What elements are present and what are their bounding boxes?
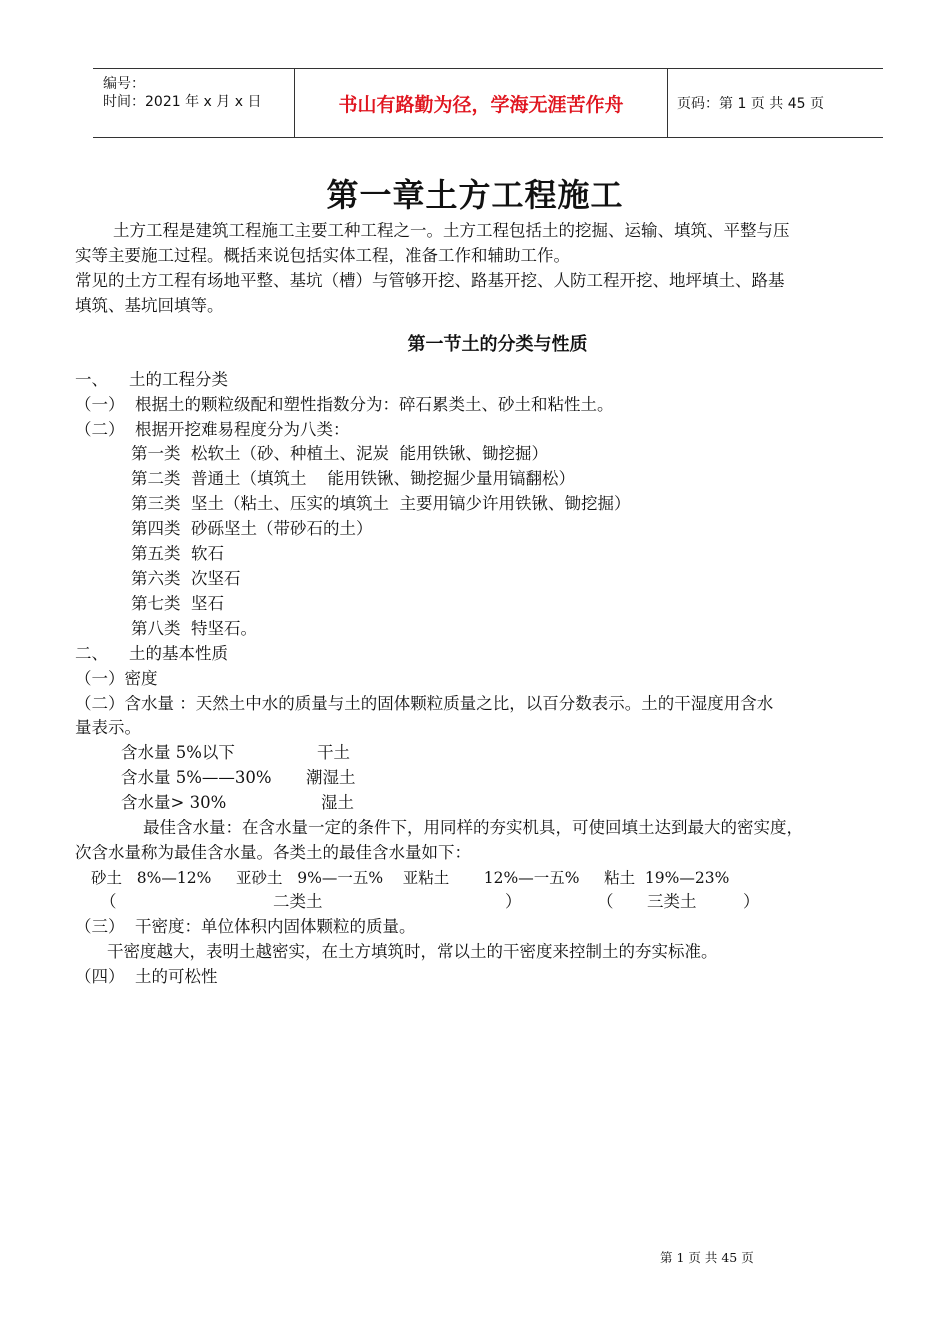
paragraph: 次含水量称为最佳含水量。各类土的最佳含水量如下： [75,843,471,862]
header-divider [667,69,668,137]
serial-label: 编号： [103,76,145,92]
heading-2: 二、 土的基本性质 [75,644,228,663]
paren: ） [505,892,522,911]
soil-class-item: 第五类 软石 [131,544,224,563]
soil-class-item: 第二类 普通土（填筑土 能用铁锹、锄挖掘少量用镐翻松） [131,469,575,488]
intro-line: 实等主要施工过程。概括来说包括实体工程，准备工作和辅助工作。 [75,246,570,265]
paren: （ [597,892,614,911]
header-motto: 书山有路勤为径，学海无涯苦作舟 [338,93,624,116]
soil-class-label: 二类土 [273,892,323,911]
moisture-state: 干土 [317,743,350,762]
moisture-range: 含水量> 30% [121,793,227,812]
page-footer: 第 1 页 共 45 页 [660,1250,754,1265]
paren: （ [100,892,117,911]
paragraph: 最佳含水量：在含水量一定的条件下，用同样的夯实机具，可使回填土达到最大的密实度， [143,818,803,837]
header-page-info: 页码：第 1 页 共 45 页 [677,96,824,112]
paragraph: （二） 根据开挖难易程度分为八类： [75,420,350,439]
paragraph: 干密度越大，表明土越密实，在土方填筑时，常以土的干密度来控制土的夯实标准。 [107,942,718,961]
paragraph: （一） 根据土的颗粒级配和塑性指数分为：碎石累类土、砂土和粘性土。 [75,395,614,414]
optimum-moisture-row: 砂土 8%—12% 亚砂土 9%—一五% 亚粘土 12%—一五% 粘土 19%—23% [91,869,730,887]
soil-class-item: 第六类 次坚石 [131,569,241,588]
paragraph: 量表示。 [75,718,141,737]
paragraph: （一）密度 [75,669,158,688]
moisture-state: 湿土 [321,793,354,812]
header-meta [93,69,294,137]
intro-line: 常见的土方工程有场地平整、基坑（槽）与管够开挖、路基开挖、人防工程开挖、地坪填土、路基 [75,271,785,290]
section-title: 第一节土的分类与性质 [407,334,588,355]
paragraph: （二）含水量 ：天然土中水的质量与土的固体颗粒质量之比，以百分数表示。土的干湿度用含水 [75,694,774,713]
heading-1: 一、 土的工程分类 [75,370,228,389]
intro-line: 土方工程是建筑工程施工主要工种工程之一。土方工程包括土的挖掘、运输、填筑、平整与压 [113,221,790,240]
soil-class-item: 第七类 坚石 [131,594,224,613]
paragraph: （四） 土的可松性 [75,967,218,986]
soil-class-label: 三类土 [647,892,697,911]
document-header [93,68,883,138]
time-label: 时间：2021 年 x 月 x 日 [103,94,262,110]
moisture-range: 含水量 5%以下 [121,743,235,762]
soil-class-item: 第一类 松软土（砂、种植土、泥炭 能用铁锹、锄挖掘） [131,444,548,463]
paragraph: （三） 干密度：单位体积内固体颗粒的质量。 [75,917,416,936]
soil-class-item: 第八类 特坚石。 [131,619,257,638]
soil-class-item: 第四类 砂砾坚土（带砂石的土） [131,519,373,538]
paren: ） [743,892,760,911]
intro-line: 填筑、基坑回填等。 [75,296,224,315]
moisture-range: 含水量 5%——30% [121,768,272,787]
soil-class-item: 第三类 坚土（粘土、压实的填筑土 主要用镐少许用铁锹、锄挖掘） [131,494,631,513]
moisture-state: 潮湿土 [306,768,356,787]
chapter-title: 第一章土方工程施工 [326,176,624,214]
